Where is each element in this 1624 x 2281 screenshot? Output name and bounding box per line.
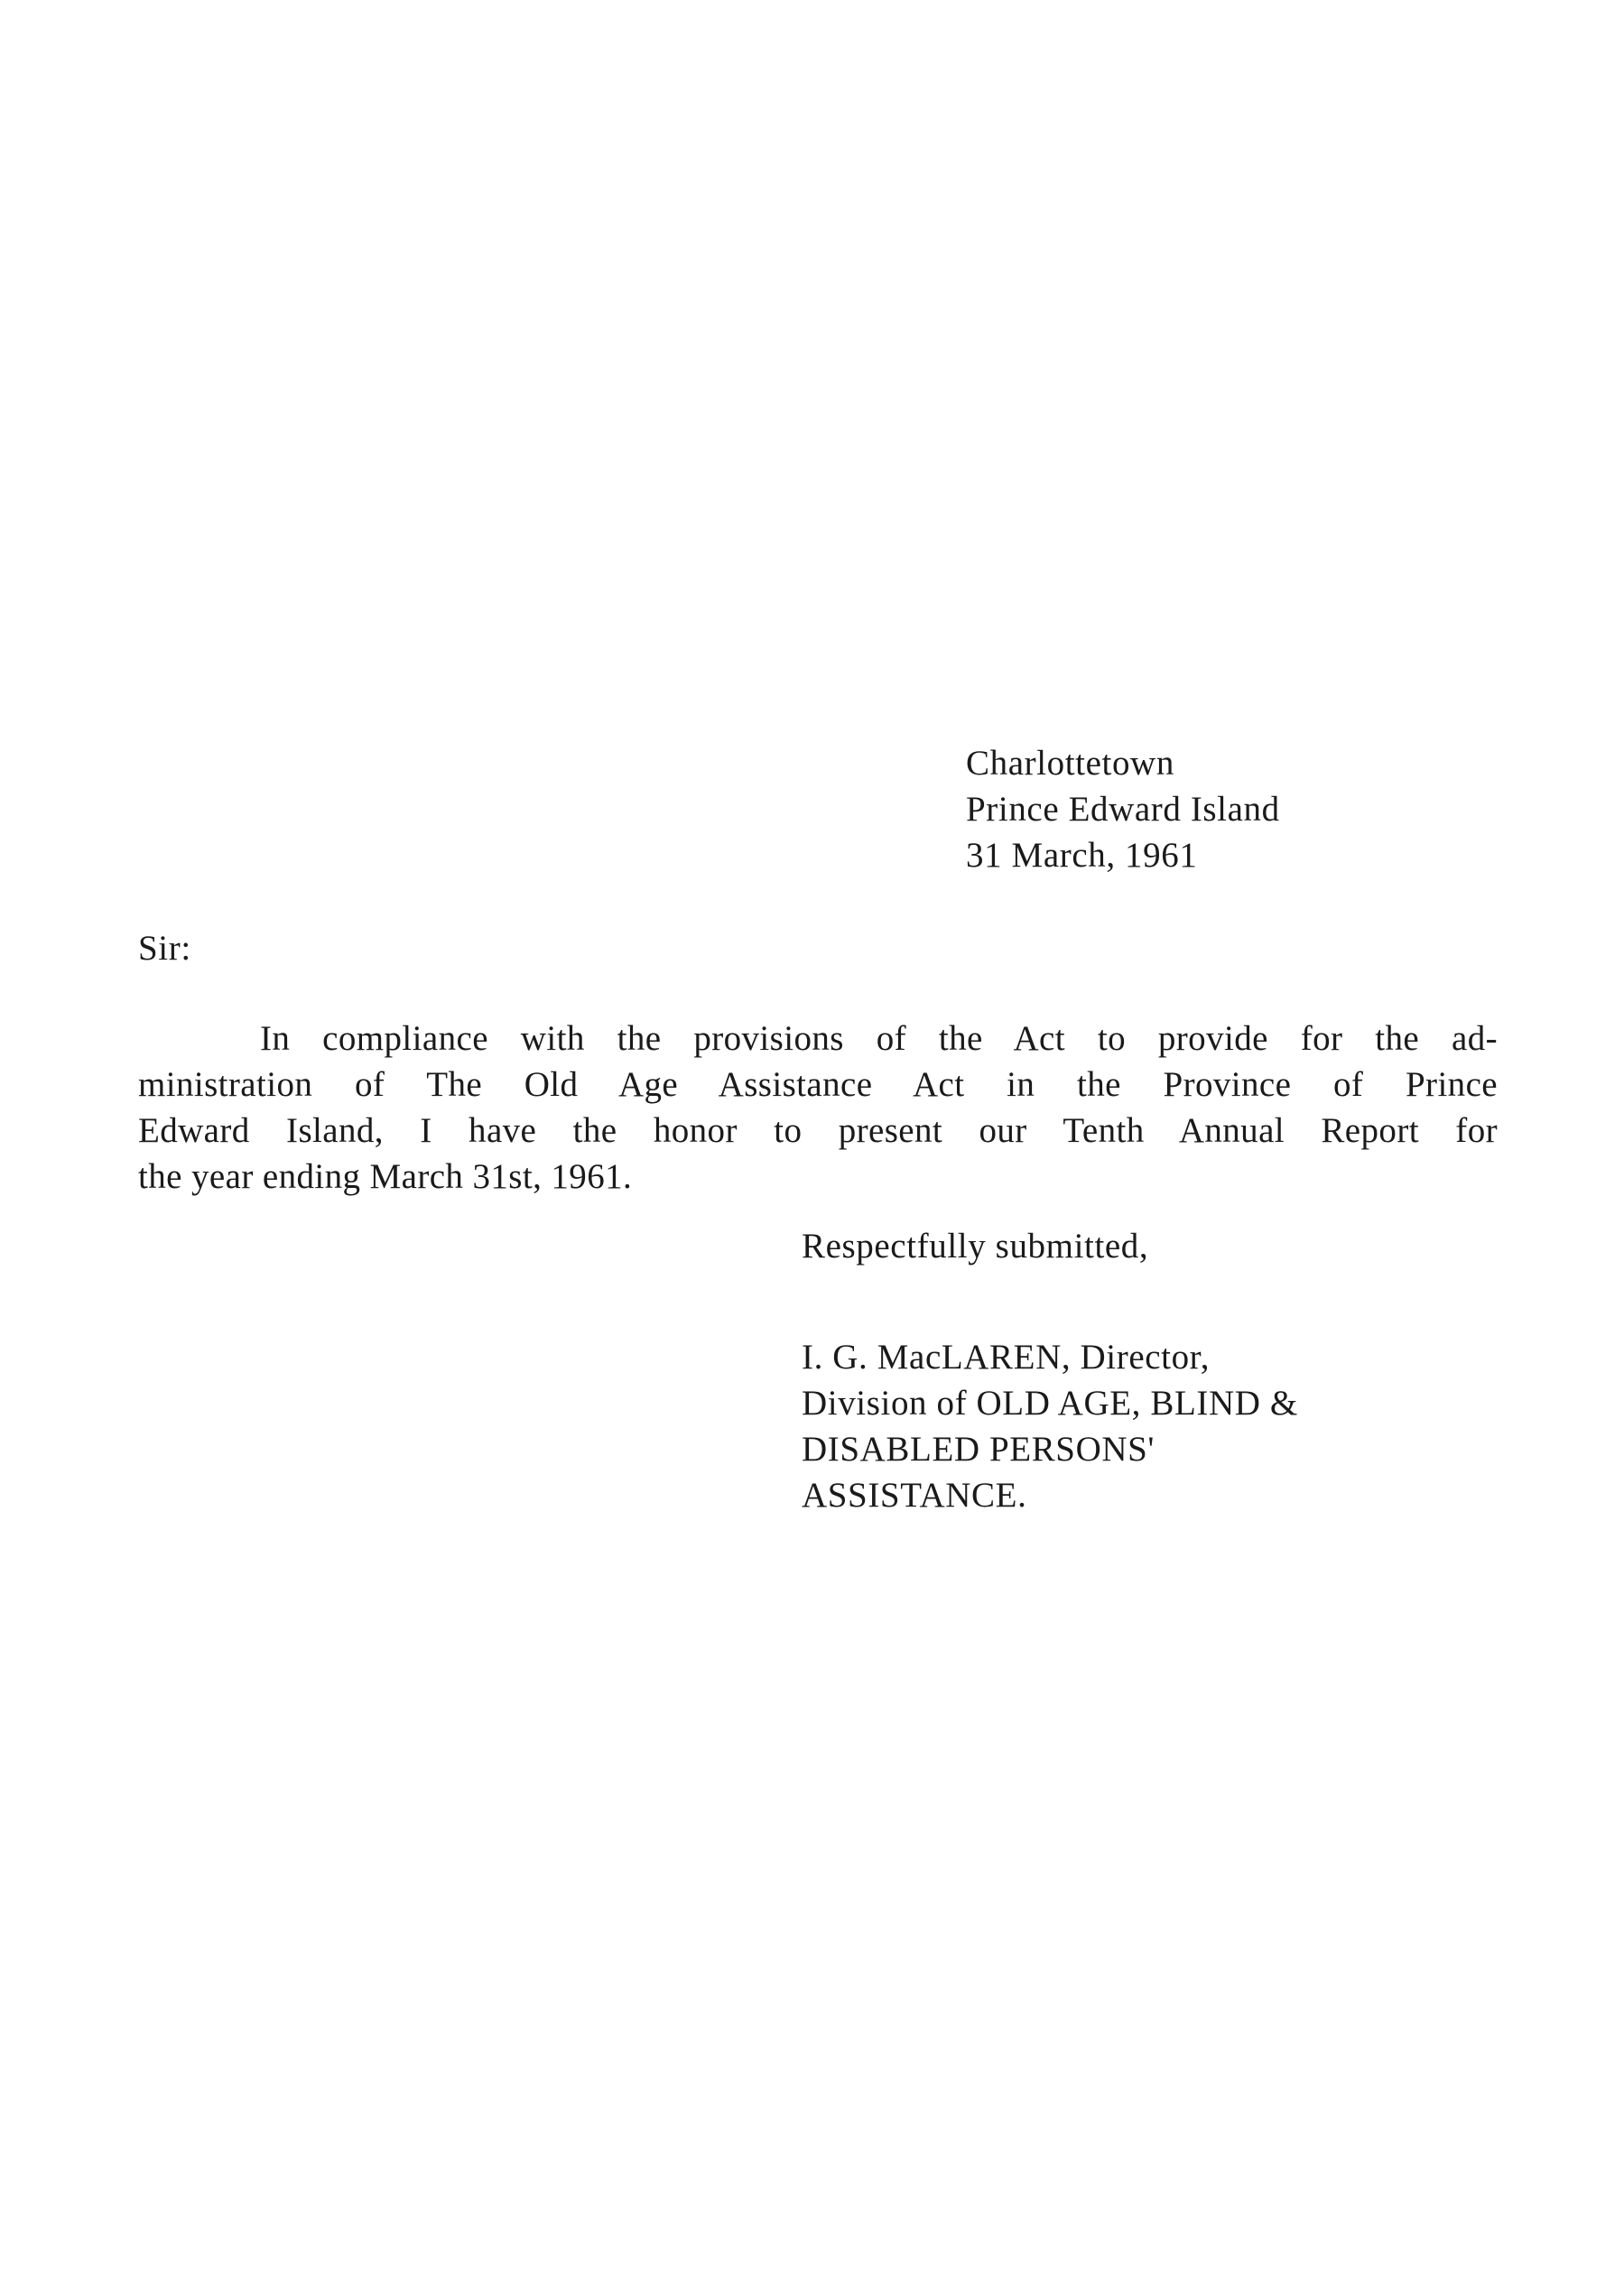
salutation-text: Sir: xyxy=(138,929,191,968)
place-city: Charlottetown xyxy=(966,744,1174,783)
signatory-name: I. G. MacLAREN, Director, xyxy=(802,1338,1211,1377)
signature-block xyxy=(802,1334,1298,1518)
body-line: ministration of The Old Age Assistance Act in the Province of Prince xyxy=(138,1065,1498,1104)
closing-block xyxy=(802,1223,1148,1269)
place-date-block xyxy=(966,740,1280,878)
place-province: Prince Edward Island xyxy=(966,790,1280,829)
closing-text: Respectfully submitted, xyxy=(802,1227,1149,1266)
body-paragraph xyxy=(138,1015,1498,1200)
body-line: the year ending March 31st, 1961. xyxy=(138,1157,633,1196)
body-line: In compliance with the provisions of the Act to provide for the ad- xyxy=(260,1019,1498,1058)
body-line: Edward Island, I have the honor to present our Tenth Annual Report for xyxy=(138,1111,1498,1150)
signatory-division: ASSISTANCE. xyxy=(802,1476,1027,1515)
signatory-division: Division of OLD AGE, BLIND & xyxy=(802,1384,1298,1423)
salutation xyxy=(138,925,191,971)
signatory-division: DISABLED PERSONS' xyxy=(802,1430,1155,1469)
letter-date: 31 March, 1961 xyxy=(966,836,1198,875)
